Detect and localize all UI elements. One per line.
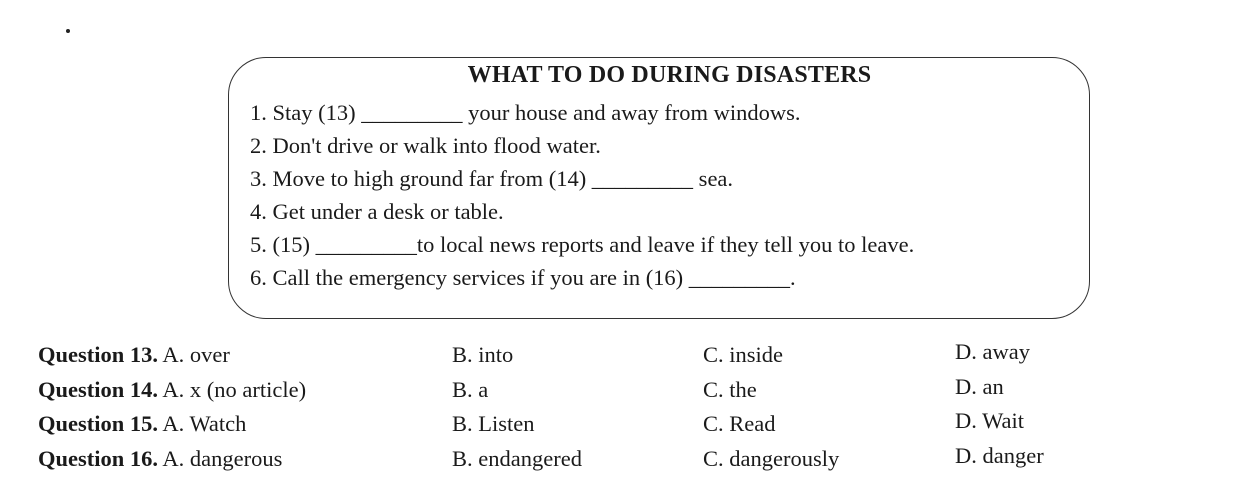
option-d: D. Wait — [955, 408, 1025, 433]
option-d: D. danger — [955, 442, 1044, 468]
option-a — [38, 338, 230, 373]
passage-item: 3. Move to high ground far from (14) _________ sea. — [250, 166, 734, 191]
question-list — [38, 338, 1218, 476]
option-a-text: A. Watch — [162, 411, 247, 436]
question-label: Question 15. — [38, 411, 159, 436]
option-b: B. into — [452, 342, 514, 367]
option-b: B. a — [452, 376, 489, 402]
option-a-text: A. dangerous — [162, 445, 283, 471]
option-d: D. away — [955, 339, 1030, 364]
question-row-15 — [38, 407, 1218, 442]
option-c: C. inside — [703, 342, 784, 367]
option-b: B. endangered — [452, 445, 582, 471]
question-label: Question 14. — [38, 376, 159, 402]
option-a-text: A. x (no article) — [162, 376, 307, 402]
passage-title: WHAT TO DO DURING DISASTERS — [467, 62, 872, 88]
option-c: C. the — [703, 376, 757, 402]
passage-item: 2. Don't drive or walk into flood water. — [250, 133, 601, 158]
option-a-text: A. over — [162, 342, 230, 367]
option-b: B. Listen — [452, 411, 535, 436]
option-a — [38, 407, 246, 442]
passage-item: 5. (15) _________to local news reports and leave if they tell you to leave. — [250, 232, 915, 257]
passage-list — [250, 96, 914, 294]
passage-item: 6. Call the emergency services if you are in (16) _________. — [250, 265, 796, 290]
question-row-16 — [38, 442, 1218, 477]
option-a — [38, 373, 306, 408]
option-c: C. Read — [703, 411, 776, 436]
option-c: C. dangerously — [703, 445, 840, 471]
passage-item: 1. Stay (13) _________ your house and away from windows. — [250, 100, 801, 125]
option-d: D. an — [955, 373, 1004, 399]
question-row-13 — [38, 338, 1218, 373]
question-label: Question 16. — [38, 445, 159, 471]
passage-item: 4. Get under a desk or table. — [250, 199, 504, 224]
question-row-14 — [38, 373, 1218, 408]
option-a — [38, 442, 282, 477]
question-label: Question 13. — [38, 342, 159, 367]
bullet-dot — [66, 29, 70, 33]
